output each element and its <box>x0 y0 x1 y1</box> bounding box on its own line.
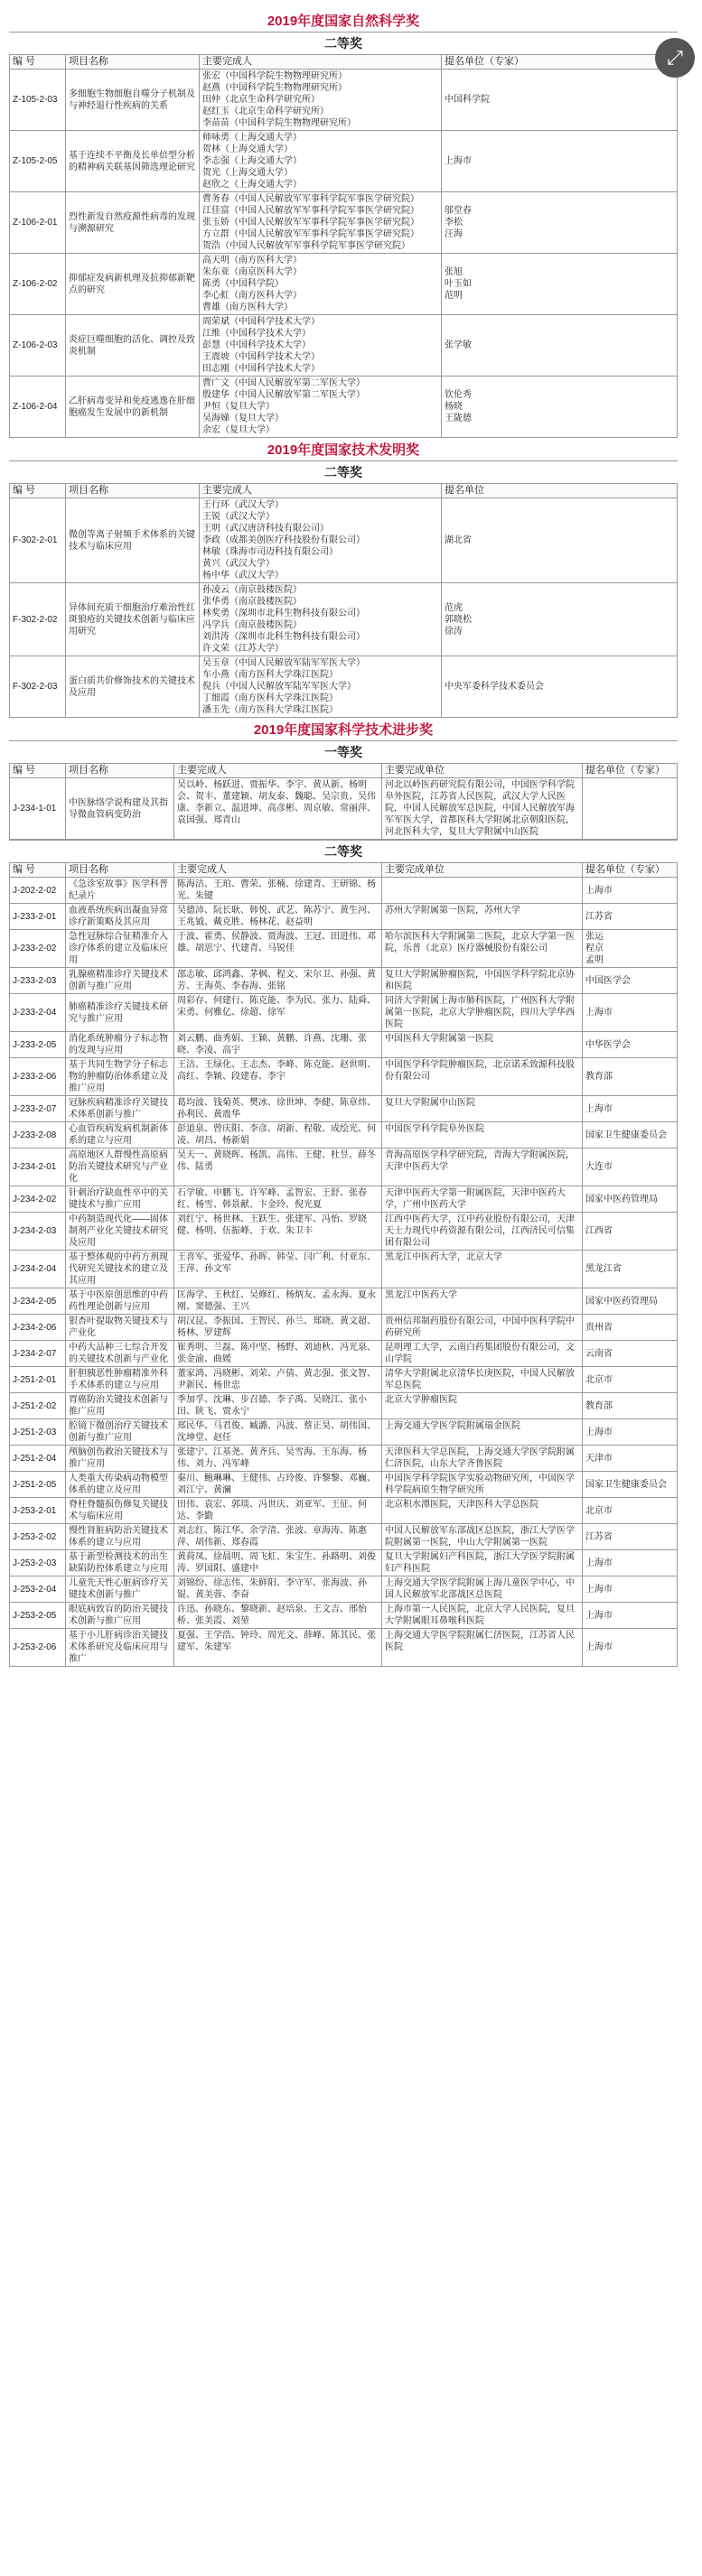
cell-nominator: 上海市 <box>583 1419 678 1446</box>
cell-name: 基于连续不平衡及长单倍型分析的精神病关联基因筛选理论研究 <box>66 131 200 192</box>
cell-people: 季加孚、沈琳、步召德、李子禹、吴晓江、张小田、陕飞、贾永宁 <box>174 1393 382 1419</box>
person-line: 江维（中国科学技术大学） <box>202 329 311 339</box>
cell-nominator: 教育部 <box>583 1393 678 1419</box>
cell-id: J-253-2-06 <box>10 1629 66 1667</box>
person-line: 李苗苗（中国科学院生物物理研究所） <box>202 118 356 128</box>
col-nominator: 提名单位（专家） <box>583 863 678 878</box>
cell-name: 颅脑创伤救治关键技术与推广应用 <box>66 1446 174 1472</box>
table-row <box>10 930 678 968</box>
cell-nominator: 中央军委科学技术委员会 <box>442 656 678 718</box>
table-row <box>10 583 678 656</box>
cell-id: J-233-2-03 <box>10 968 66 994</box>
person-line: 殷建华（中国人民解放军第二军医大学） <box>202 390 365 400</box>
cell-name: 脊柱脊髓损伤修复关键技术与临床应用 <box>66 1498 174 1524</box>
cell-nominator: 国家卫生健康委员会 <box>583 1122 678 1149</box>
cell-id: J-251-2-03 <box>10 1419 66 1446</box>
cell-id: J-253-2-05 <box>10 1603 66 1629</box>
cell-id: J-234-2-07 <box>10 1341 66 1367</box>
table-row <box>10 1550 678 1576</box>
cell-nominator: 教育部 <box>583 1058 678 1096</box>
invention-title: 2019年度国家技术发明奖 <box>267 442 420 458</box>
cell-id: J-253-2-04 <box>10 1576 66 1603</box>
cell-id: J-233-2-02 <box>10 930 66 968</box>
cell-id: J-253-2-01 <box>10 1498 66 1524</box>
cell-units: 上海市第一人民医院，北京大学人民医院，复旦大学附属眼耳鼻喉科医院 <box>382 1603 583 1629</box>
table-row <box>10 1419 678 1446</box>
col-units: 主要完成单位 <box>382 863 583 878</box>
cell-name: 中医脉络学说构建及其指导微血管病变防治 <box>66 778 174 840</box>
cell-name: 中药大品种三七综合开发的关键技术创新与产业化 <box>66 1341 174 1367</box>
person-line: 吴海娣（复旦大学） <box>202 414 284 423</box>
person-line: 贺林（上海交通大学） <box>202 144 293 154</box>
cell-id: J-253-2-03 <box>10 1550 66 1576</box>
cell-people <box>200 498 442 583</box>
cell-people: 石学敏、申鹏飞、许军峰、孟智宏、王舒、张春红、杨雪、韩景献、卞金玲、倪光夏 <box>174 1186 382 1213</box>
person-line: 孙凌云（南京鼓楼医院） <box>202 585 302 595</box>
cell-people: 王洁、王绿化、王志杰、李峰、陈克能、赵世明、高红、李颖、段建春、李宇 <box>174 1058 382 1096</box>
table-row <box>10 1251 678 1288</box>
person-line: 赵红玉（北京生命科学研究所） <box>202 107 329 116</box>
table-row <box>10 377 678 438</box>
person-line: 李心虹（南方医科大学） <box>202 291 302 301</box>
col-people: 主要完成人 <box>174 863 382 878</box>
cell-name: 异体间充质干细胞治疗难治性红斑狼疮的关键技术创新与临床应用研究 <box>66 583 200 656</box>
cell-nominator: 钦伦秀 杨晓 王陇德 <box>442 377 678 438</box>
cell-units: 江西中医药大学，江中药业股份有限公司，天津天士力现代中药资源有限公司，江西济民可信集团有限公司 <box>382 1213 583 1251</box>
person-line: 黄兴（武汉大学） <box>202 559 275 569</box>
col-id: 编 号 <box>10 863 66 878</box>
cell-people <box>200 315 442 377</box>
cell-units: 清华大学附属北京清华长庚医院，中国人民解放军总医院 <box>382 1367 583 1393</box>
cell-people: 郑民华、马君俊、臧潞、冯波、蔡正昊、胡伟国、沈坤堂、赵任 <box>174 1419 382 1446</box>
cell-name: 腔镜下微创治疗关键技术创新与推广应用 <box>66 1419 174 1446</box>
cell-units: 天津中医药大学第一附属医院，天津中医药大学，广州中医药大学 <box>382 1186 583 1213</box>
cell-name: 《急诊室故事》医学科普纪录片 <box>66 878 174 904</box>
cell-name: 炎症巨噬细胞的活化、调控及致炎机制 <box>66 315 200 377</box>
cell-nominator: 天津市 <box>583 1446 678 1472</box>
cell-id: J-251-2-01 <box>10 1367 66 1393</box>
table-row <box>10 1367 678 1393</box>
cell-id: J-233-2-04 <box>10 994 66 1032</box>
col-people: 主要完成人 <box>200 55 442 70</box>
col-name: 项目名称 <box>66 764 174 778</box>
cell-name: 肺癌精准诊疗关键技术研究与推广应用 <box>66 994 174 1032</box>
cell-people: 夏强、王学浩、钟玲、周光文、薛峰、陈其民、张建军、朱建军 <box>174 1629 382 1667</box>
cell-people: 胡汉昆、李振国、王智民、孙兰、郑晓、黄文超、杨林、罗建辉 <box>174 1315 382 1341</box>
cell-id: J-234-1-01 <box>10 778 66 840</box>
cell-name: 烈性新发自然疫源性病毒的发现与溯源研究 <box>66 192 200 254</box>
cell-id: J-233-2-05 <box>10 1032 66 1058</box>
person-line: 张宏（中国科学院生物物理研究所） <box>202 71 347 81</box>
person-line: 潘玉先（南方医科大学珠江医院） <box>202 705 338 715</box>
col-people: 主要完成人 <box>200 484 442 498</box>
cell-nominator: 上海市 <box>583 1550 678 1576</box>
person-line: 彭慧（中国科学技术大学） <box>202 340 311 350</box>
cell-id: F-302-2-02 <box>10 583 66 656</box>
col-nominator: 提名单位（专家） <box>583 764 678 778</box>
table-row <box>10 1213 678 1251</box>
cell-people: 崔秀明、兰磊、陈中坚、杨野、刘迪秋、冯光泉、张金渝、曲媛 <box>174 1341 382 1367</box>
col-id: 编 号 <box>10 55 66 70</box>
cell-nominator: 北京市 <box>583 1498 678 1524</box>
person-line: 张华勇（南京鼓楼医院） <box>202 597 302 607</box>
cell-nominator: 黑龙江省 <box>583 1251 678 1288</box>
person-line: 曹务春（中国人民解放军军事科学院军事医学研究院） <box>202 194 419 204</box>
cell-id: J-234-2-03 <box>10 1213 66 1251</box>
cell-units: 中国医科大学附属第一医院 <box>382 1032 583 1058</box>
cell-nominator: 中国科学院 <box>442 70 678 131</box>
cell-units: 青海高原医学科学研究院，青海大学附属医院，天津中医药大学 <box>382 1149 583 1186</box>
cell-people: 秦川、鲍琳琳、王健伟、占玲俊、许黎黎、邓巍、刘江宁、黄澜 <box>174 1472 382 1498</box>
person-line: 张玉娇（中国人民解放军军事科学院军事医学研究院） <box>202 218 419 228</box>
person-line: 田志刚（中国科学技术大学） <box>202 364 320 374</box>
cell-nominator: 中国医学会 <box>583 968 678 994</box>
table-row <box>10 131 678 192</box>
cell-nominator: 上海市 <box>583 1629 678 1667</box>
cell-units: 贵州信邦制药股份有限公司，中国中医科学院中药研究所 <box>382 1315 583 1341</box>
cell-nominator: 上海市 <box>583 1576 678 1603</box>
cell-name: 肝胆胰恶性肿瘤精准外科手术体系的建立与应用 <box>66 1367 174 1393</box>
cell-people: 刘锦纷、徐志伟、朱鲜阳、李守军、张海波、孙锟、黄美蓉、李奋 <box>174 1576 382 1603</box>
person-line: 赵燕（中国科学院生物物理研究所） <box>202 83 347 93</box>
cell-people <box>200 377 442 438</box>
cell-nominator: 上海市 <box>583 1096 678 1122</box>
person-line: 余宏（复旦大学） <box>202 425 275 435</box>
cell-name: 血液系统疾病出凝血异常诊疗新策略及其应用 <box>66 904 174 930</box>
cell-id: J-253-2-02 <box>10 1524 66 1550</box>
person-line: 陈勇（中国科学院） <box>202 279 284 289</box>
table-row <box>10 1576 678 1603</box>
cell-people: 彭道泉、曾庆阳、李彦、胡新、程敬、成绘光、何凌、胡昌、杨新娟 <box>174 1122 382 1149</box>
cell-nominator: 邬堂春 李松 汪海 <box>442 192 678 254</box>
cell-people: 董家鸿、冯晓彬、刘荣、卢倩、黄志强、张文智、尹新民、杨世忠 <box>174 1367 382 1393</box>
cell-id: F-302-2-03 <box>10 656 66 718</box>
cell-name: 基于新型检测技术的出生缺陷防控体系建立与应用 <box>66 1550 174 1576</box>
cell-id: J-234-2-01 <box>10 1149 66 1186</box>
person-line: 林敏（珠海市司迈科技有限公司） <box>202 547 338 557</box>
cell-name: 高原地区人群慢性高原病防治关键技术研究与产业化 <box>66 1149 174 1186</box>
col-units: 主要完成单位 <box>382 764 583 778</box>
natural-tier-label: 二等奖 <box>9 32 678 54</box>
cell-id: J-202-2-02 <box>10 878 66 904</box>
invention-table <box>9 483 678 718</box>
person-line: 田仲（北京生命科学研究所） <box>202 95 320 105</box>
cell-units: 上海交通大学医学院附属上海儿童医学中心，中国人民解放军北部战区总医院 <box>382 1576 583 1603</box>
cell-people <box>200 131 442 192</box>
table-row <box>10 1524 678 1550</box>
cell-units: 苏州大学附属第一医院，苏州大学 <box>382 904 583 930</box>
cell-units: 北京积水潭医院，天津医科大学总医院 <box>382 1498 583 1524</box>
table-row <box>10 1122 678 1149</box>
cell-units: 复旦大学附属肿瘤医院，中国医学科学院北京协和医院 <box>382 968 583 994</box>
cell-nominator: 上海市 <box>442 131 678 192</box>
cell-nominator: 国家中医药管理局 <box>583 1288 678 1315</box>
cell-people: 刘志红、陈江华、余学清、张波、章海涛、陈惠萍、胡伟新、郑春霞 <box>174 1524 382 1550</box>
person-line: 王行环（武汉大学） <box>202 500 284 510</box>
person-line: 丁细霞（南方医科大学珠江医院） <box>202 693 338 703</box>
cell-units: 昆明理工大学，云南白药集团股份有限公司，文山学院 <box>382 1341 583 1367</box>
cell-id: J-233-2-08 <box>10 1122 66 1149</box>
table-row <box>10 1393 678 1419</box>
cell-units: 上海交通大学医学院附属瑞金医院 <box>382 1419 583 1446</box>
person-line: 朱东亚（南京医科大学） <box>202 267 302 277</box>
table-row <box>10 878 678 904</box>
person-line: 车小燕（南方医科大学珠江医院） <box>202 670 338 680</box>
progress-second-table <box>9 862 678 1667</box>
table-row <box>10 1096 678 1122</box>
col-people: 主要完成人 <box>174 764 382 778</box>
award-list-page <box>9 9 678 1667</box>
col-name: 项目名称 <box>66 863 174 878</box>
person-line: 赵欣之（上海交通大学） <box>202 180 302 190</box>
person-line: 贺光（上海交通大学） <box>202 168 293 178</box>
cell-name: 眼底病致盲的防治关键技术创新与推广应用 <box>66 1603 174 1629</box>
person-line: 林奖勇（深圳市北科生物科技有限公司） <box>202 609 365 618</box>
cell-units: 黑龙江中医药大学，北京大学 <box>382 1251 583 1288</box>
table-row <box>10 254 678 315</box>
table-row <box>10 1032 678 1058</box>
natural-table <box>9 54 678 438</box>
cell-nominator: 上海市 <box>583 1603 678 1629</box>
cell-nominator: 湖北省 <box>442 498 678 583</box>
cell-nominator: 江西省 <box>583 1213 678 1251</box>
person-line: 高天明（南方医科大学） <box>202 256 302 265</box>
cell-nominator: 江苏省 <box>583 904 678 930</box>
cell-units: 黑龙江中医药大学 <box>382 1288 583 1315</box>
cell-id: J-251-2-05 <box>10 1472 66 1498</box>
col-name: 项目名称 <box>66 55 200 70</box>
cell-nominator: 中华医学会 <box>583 1032 678 1058</box>
table-row <box>10 1288 678 1315</box>
table-row <box>10 498 678 583</box>
col-id: 编 号 <box>10 484 66 498</box>
cell-nominator <box>583 778 678 840</box>
cell-units: 河北以岭医药研究院有限公司，中国医学科学院阜外医院，江苏省人民医院，武汉大学人民医院，中国人民解放军总医院，中国人民解放军海军军医大学，首都医科大学附属北京朝阳医院，河北医科大学，复旦大学附属中山医院 <box>382 778 583 840</box>
cell-units: 同济大学附属上海市肺科医院，广州医科大学附属第一医院，北京大学肿瘤医院，四川大学华西医院 <box>382 994 583 1032</box>
cell-nominator: 张学敏 <box>442 315 678 377</box>
person-line: 杨中华（武汉大学） <box>202 571 284 581</box>
cell-units: 上海交通大学医学院附属仁济医院，江苏省人民医院 <box>382 1629 583 1667</box>
cell-people: 刘云鹏、曲秀娟、王颖、黄鹏、许燕、沈珊、张晓、李凌、高宇 <box>174 1032 382 1058</box>
cell-units: 中国医学科学院阜外医院 <box>382 1122 583 1149</box>
cell-units: 复旦大学附属妇产科医院，浙江大学医学院附属妇产科医院 <box>382 1550 583 1576</box>
person-line: 曹雄（南方医科大学） <box>202 302 293 312</box>
person-line: 贺浩（中国人民解放军军事科学院军事医学研究院） <box>202 241 410 251</box>
cell-name: 基于小儿肝病诊治关键技术体系研究及临床应用与推广 <box>66 1629 174 1667</box>
table-row <box>10 904 678 930</box>
cell-id: J-233-2-01 <box>10 904 66 930</box>
cell-people: 葛均波、钱菊英、樊冰、徐世坤、李健、陈章炜、孙利民、黄震华 <box>174 1096 382 1122</box>
cell-people: 匡海学、王秋红、吴修红、杨炳友、孟永海、夏永刚、窦德强、王兴 <box>174 1288 382 1315</box>
cell-id: F-302-2-01 <box>10 498 66 583</box>
progress-first-table <box>9 763 678 840</box>
cell-id: J-234-2-05 <box>10 1288 66 1315</box>
cell-id: Z-106-2-03 <box>10 315 66 377</box>
cell-nominator: 贵州省 <box>583 1315 678 1341</box>
cell-name: 儿童先天性心脏病诊疗关键技术创新与推广 <box>66 1576 174 1603</box>
person-line: 倪兵（中国人民解放军陆军军医大学） <box>202 682 356 692</box>
cell-people: 许迅、孙晓东、黎晓新、赵培泉、王文吉、邢怡桥、张美霞、刘堃 <box>174 1603 382 1629</box>
cell-people: 黄荷凤、徐晨明、周飞虹、朱宝生、孙路明、刘俊涛、罗国阳、盛建中 <box>174 1550 382 1576</box>
invention-tier-label: 二等奖 <box>9 460 678 483</box>
cell-name: 人类重大传染病动物模型体系的建立及应用 <box>66 1472 174 1498</box>
cell-name: 乳腺癌精准诊疗关键技术创新与推广应用 <box>66 968 174 994</box>
cell-id: J-233-2-06 <box>10 1058 66 1096</box>
person-line: 王震坡（中国科学技术大学） <box>202 352 320 362</box>
cell-name: 乙肝病毒变异和免疫逃逸在肝细胞癌发生发展中的新机制 <box>66 377 200 438</box>
table-row <box>10 994 678 1032</box>
cell-nominator: 江苏省 <box>583 1524 678 1550</box>
cell-people: 陈海洁、王珀、曹荣、张楠、徐建青、王研锦、杨光、朱键 <box>174 878 382 904</box>
table-row <box>10 778 678 840</box>
progress-tier1-label: 一等奖 <box>9 740 678 763</box>
natural-science-title: 2019年度国家自然科学奖 <box>267 14 420 29</box>
cell-units: 北京大学肿瘤医院 <box>382 1393 583 1419</box>
cell-id: J-251-2-04 <box>10 1446 66 1472</box>
cell-people <box>200 656 442 718</box>
cell-people: 于波、霍勇、侯静波、贾海波、王冠、田进伟、邓雄、胡思宁、代建青、马锐佳 <box>174 930 382 968</box>
cell-id: J-251-2-02 <box>10 1393 66 1419</box>
cell-name: 消化系统肿瘤分子标志物的发现与应用 <box>66 1032 174 1058</box>
person-line: 方立群（中国人民解放军军事科学院军事医学研究院） <box>202 229 419 239</box>
cell-people <box>200 70 442 131</box>
cell-name: 针刺治疗缺血性卒中的关键技术与推广应用 <box>66 1186 174 1213</box>
cell-nominator: 国家卫生健康委员会 <box>583 1472 678 1498</box>
cell-id: Z-106-2-01 <box>10 192 66 254</box>
cell-units: 天津医科大学总医院，上海交通大学医学院附属仁济医院，山东大学齐鲁医院 <box>382 1446 583 1472</box>
col-nominator: 提名单位（专家） <box>442 55 678 70</box>
cell-units: 哈尔滨医科大学附属第二医院，北京大学第一医院，乐普（北京）医疗器械股份有限公司 <box>382 930 583 968</box>
person-line: 刘洪涛（深圳市北科生物科技有限公司） <box>202 632 365 642</box>
person-line: 许文荣（江苏大学） <box>202 644 284 654</box>
cell-nominator: 上海市 <box>583 878 678 904</box>
table-row <box>10 192 678 254</box>
table-row <box>10 1603 678 1629</box>
cell-id: J-234-2-04 <box>10 1251 66 1288</box>
cell-nominator: 云南省 <box>583 1341 678 1367</box>
cell-name: 微创等离子射频手术体系的关键技术与临床应用 <box>66 498 200 583</box>
cell-people: 周彩存、何建行、陈克能、李为民、张力、陆舜、宋勇、何雅亿、徐超、徐军 <box>174 994 382 1032</box>
cell-name: 抑郁症发病新机理及抗抑郁新靶点的研究 <box>66 254 200 315</box>
col-name: 项目名称 <box>66 484 200 498</box>
cell-units: 中国人民解放军东部战区总医院，浙江大学医学院附属第一医院，中山大学附属第一医院 <box>382 1524 583 1550</box>
cell-name: 多细胞生物细胞自噬分子机制及与神经退行性疾病的关系 <box>66 70 200 131</box>
person-line: 吴玉章（中国人民解放军陆军军医大学） <box>202 658 365 668</box>
cell-people: 吴天一、黄晓晖、杨凯、高伟、王健、杜昱、薛冬伟、陆勇 <box>174 1149 382 1186</box>
table-row <box>10 1472 678 1498</box>
person-line: 冯学兵（南京鼓楼医院） <box>202 620 302 630</box>
col-nominator: 提名单位 <box>442 484 678 498</box>
progress-tier2-label: 二等奖 <box>9 840 678 862</box>
table-row <box>10 1341 678 1367</box>
cell-nominator: 大连市 <box>583 1149 678 1186</box>
cell-id: J-234-2-02 <box>10 1186 66 1213</box>
cell-people <box>200 583 442 656</box>
person-line: 王明（武汉唐济科技有限公司） <box>202 524 329 534</box>
table-row <box>10 1629 678 1667</box>
cell-name: 基于整体观的中药方剂现代研究关键技术的建立及其应用 <box>66 1251 174 1288</box>
cell-nominator: 张旭 叶玉如 范明 <box>442 254 678 315</box>
cell-name: 基于中医原创思维的中药药性理论创新与应用 <box>66 1288 174 1315</box>
table-row <box>10 1058 678 1096</box>
person-line: 尹恒（复旦大学） <box>202 402 275 412</box>
cell-id: Z-106-2-04 <box>10 377 66 438</box>
table-row <box>10 1446 678 1472</box>
cell-people: 吴德沛、阮长耿、韩悦、武艺、陈苏宁、黄生河、王兆钺、戴克胜、杨林花、赵益明 <box>174 904 382 930</box>
cell-name: 基于共同生物学分子标志物的肿瘤防治体系建立及推广应用 <box>66 1058 174 1096</box>
cell-name: 慢性肾脏病防治关键技术体系的建立与应用 <box>66 1524 174 1550</box>
cell-nominator: 北京市 <box>583 1367 678 1393</box>
progress-title: 2019年度国家科学技术进步奖 <box>253 722 434 738</box>
table-row <box>10 1186 678 1213</box>
cell-name: 中药制造现代化——固体制剂产业化关键技术研究及应用 <box>66 1213 174 1251</box>
table-row <box>10 315 678 377</box>
cell-units: 中国医学科学院肿瘤医院，北京诺禾致源科技股份有限公司 <box>382 1058 583 1096</box>
cell-people: 邵志敏、邱鸿鑫、茅枫、程文、宋尔卫、孙强、黄芳、王海英、李春海、张铭 <box>174 968 382 994</box>
cell-people: 刘红宁、杨世林、王跃生、张建军、冯怡、罗晓健、杨明、伍振峰、于欢、朱卫丰 <box>174 1213 382 1251</box>
table-row <box>10 968 678 994</box>
expand-icon[interactable]: ⤢ <box>655 38 695 78</box>
cell-name: 冠脉疾病精准诊疗关键技术体系创新与推广 <box>66 1096 174 1122</box>
cell-name: 心血管疾病发病机制新体系的建立与应用 <box>66 1122 174 1149</box>
table-row <box>10 1498 678 1524</box>
cell-nominator: 国家中医药管理局 <box>583 1186 678 1213</box>
cell-people: 张建宁、江基尧、黄齐兵、吴雪海、王东海、杨伟、刘力、冯军峰 <box>174 1446 382 1472</box>
cell-people: 吴以岭、杨跃进、贾振华、李宇、黄从新、杨明会、贺丰、董建颖、胡友泰、魏聪、吴宗贵、吴伟康、李新立、温进坤、高彦彬、周京敏、常丽萍、袁国强、郑青山 <box>174 778 382 840</box>
cell-people: 王喜军、张爱华、孙晖、韩莹、闫广利、付亚东、王萍、孙文军 <box>174 1251 382 1288</box>
person-line: 周荣斌（中国科学技术大学） <box>202 317 320 327</box>
col-id: 编 号 <box>10 764 66 778</box>
cell-people: 田伟、袁宏、郭琰、冯世庆、刘亚军、王征、何达、李勤 <box>174 1498 382 1524</box>
person-line: 师咏勇（上海交通大学） <box>202 133 302 143</box>
cell-units <box>382 878 583 904</box>
cell-nominator: 张运 程京 孟明 <box>583 930 678 968</box>
cell-units: 复旦大学附属中山医院 <box>382 1096 583 1122</box>
table-row <box>10 1315 678 1341</box>
person-line: 王锐（武汉大学） <box>202 512 275 522</box>
person-line: 李志强（上海交通大学） <box>202 156 302 166</box>
cell-id: J-233-2-07 <box>10 1096 66 1122</box>
cell-people <box>200 192 442 254</box>
table-row <box>10 70 678 131</box>
cell-nominator: 上海市 <box>583 994 678 1032</box>
cell-nominator: 范虎 郭晓松 徐涛 <box>442 583 678 656</box>
table-row <box>10 1149 678 1186</box>
cell-id: J-234-2-06 <box>10 1315 66 1341</box>
table-row <box>10 656 678 718</box>
cell-id: Z-106-2-02 <box>10 254 66 315</box>
cell-name: 急性冠脉综合征精准介入诊疗体系的建立及临床应用 <box>66 930 174 968</box>
cell-name: 胃癌防治关键技术创新与推广应用 <box>66 1393 174 1419</box>
cell-id: Z-105-2-03 <box>10 70 66 131</box>
person-line: 曹广文（中国人民解放军第二军医大学） <box>202 378 365 388</box>
person-line: 江佳富（中国人民解放军军事科学院军事医学研究院） <box>202 206 419 216</box>
cell-units: 中国医学科学院医学实验动物研究所，中国医学科学院病原生物学研究所 <box>382 1472 583 1498</box>
person-line: 李政（成都美创医疗科技股份有限公司） <box>202 535 365 545</box>
cell-people <box>200 254 442 315</box>
cell-id: Z-105-2-05 <box>10 131 66 192</box>
cell-name: 银杏叶提取物关键技术与产业化 <box>66 1315 174 1341</box>
cell-name: 蛋白质共价修饰技术的关键技术及应用 <box>66 656 200 718</box>
